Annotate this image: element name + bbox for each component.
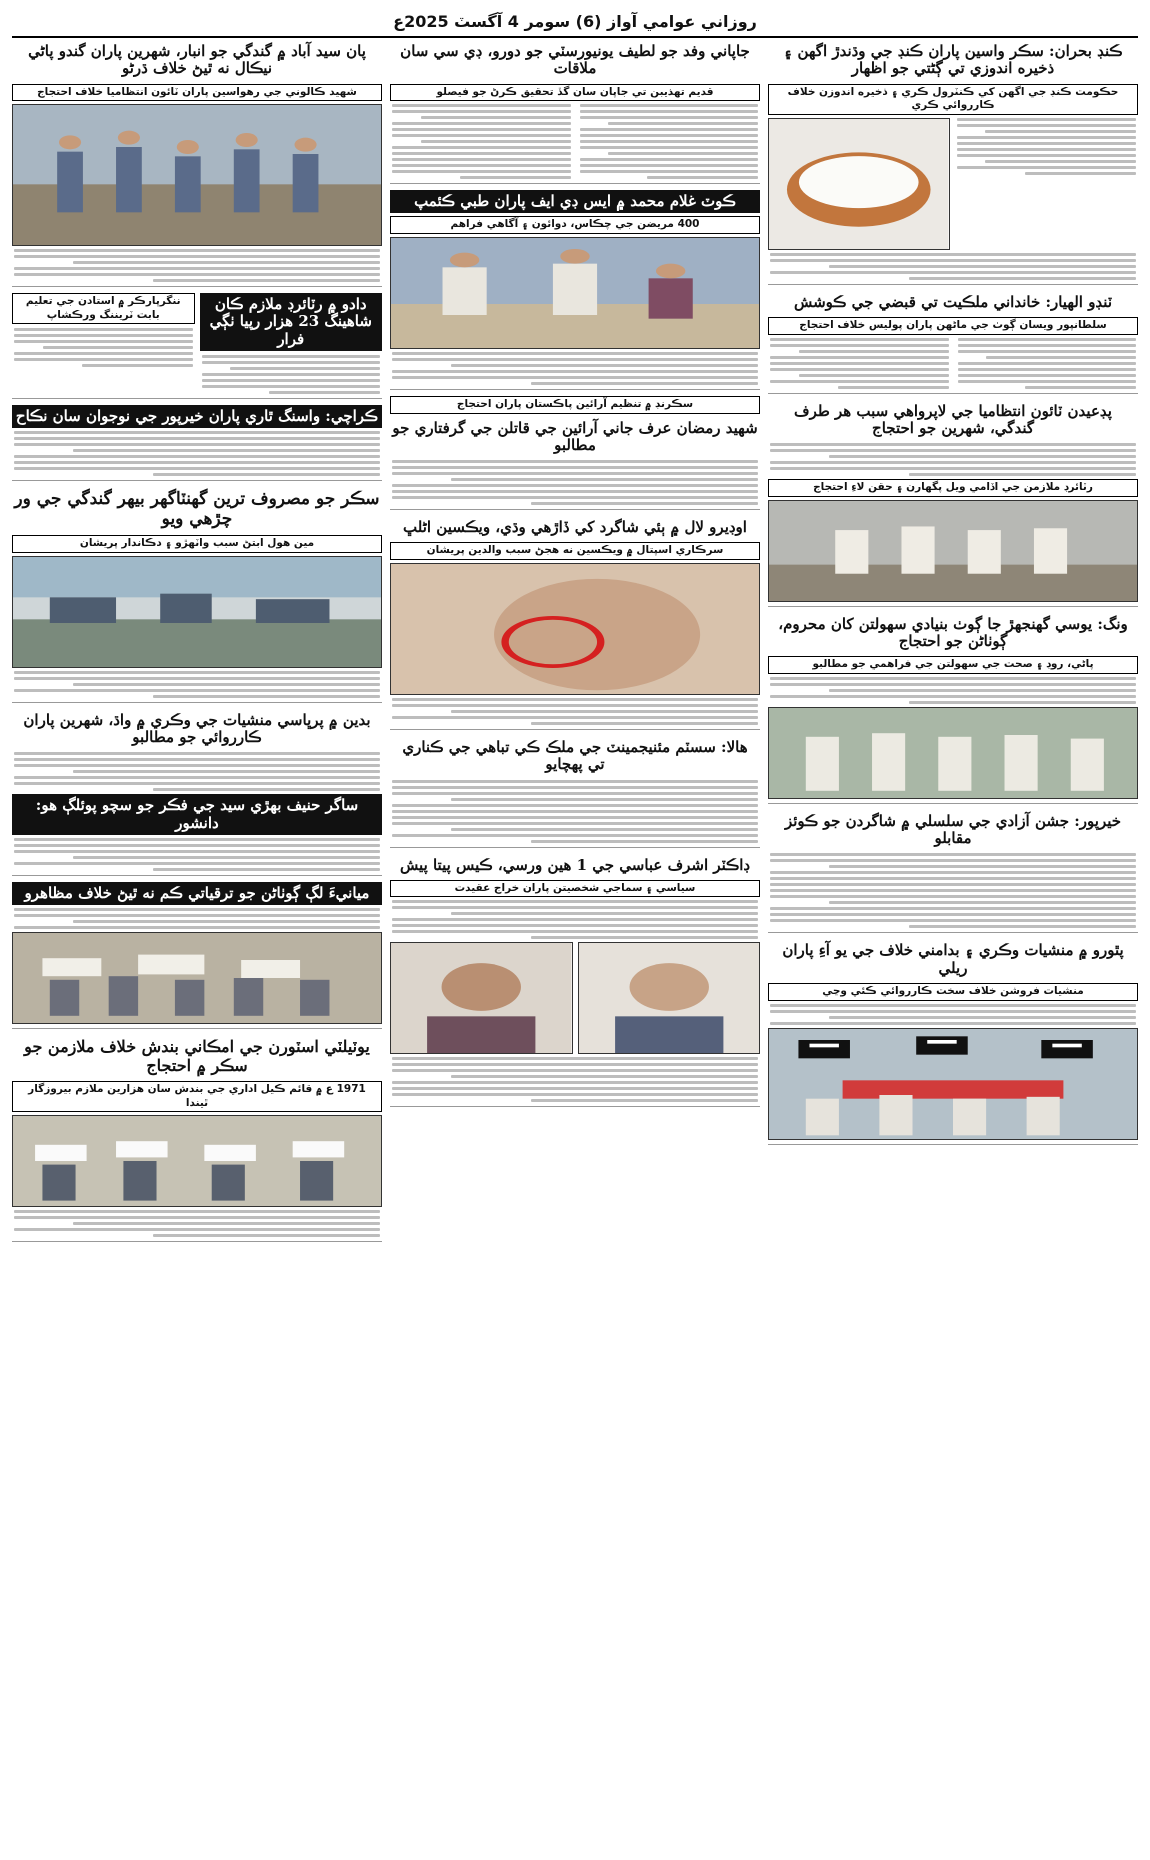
story-sakrand-protest: [390, 396, 760, 510]
story-headline: پان سيد آباد ۾ گندگي جو انبار، شهرين پاران گندو پاڻي نيڪال نه ٿيڻ خلاف ڌرڻو: [28, 42, 366, 78]
story-odero-lal: [390, 516, 760, 730]
story-dr-ashraf-abbasi: [390, 854, 760, 1108]
story-body: [12, 908, 382, 929]
story-body: [12, 671, 382, 698]
story-dadu-fraud: [12, 293, 382, 399]
column-center: [390, 40, 760, 1852]
story-japanese-delegation: [390, 40, 760, 184]
story-headline: پٿورو ۾ منشيات وڪري ۽ بدامني خلاف جي يو آءِ پاران ريلي: [782, 941, 1124, 977]
story-headline: يوٽيلٽي اسٽورن جي امڪاني بندش خلاف ملازمن جو سڪر ۾ احتجاج: [24, 1037, 370, 1075]
story-medical-camp: [390, 190, 760, 390]
story-karachi-nikah: [12, 405, 382, 481]
story-body: [390, 1057, 760, 1102]
story-pan-syed-abad: [12, 40, 382, 287]
story-utility-stores: [12, 1035, 382, 1242]
story-hala-system: [390, 736, 760, 848]
story-subhead: سرڪاري اسپتال ۾ ويڪسين نه هجڻ سبب والدين پريشان: [390, 542, 760, 560]
story-subhead: 400 مريضن جي چڪاس، دوائون ۽ آگاهي فراهم: [390, 216, 760, 234]
story-headline: ونگ: يوسي گهنجهڙ جا ڳوٺ بنيادي سهولتن کان محروم، ڳوٺاڻن جو احتجاج: [778, 614, 1128, 651]
story-body: [955, 118, 1139, 250]
story-pithoro-rally: [768, 939, 1138, 1144]
story-body: [12, 431, 382, 476]
story-subhead: حڪومت ڪنڊ جي اگهن کي ڪنٽرول ڪري ۽ ذخيره اندوزن خلاف ڪارروائي ڪري: [768, 84, 1138, 115]
column-left: [12, 40, 382, 1852]
story-subhead: رٽائرڊ ملازمن جي اڏامي ويل پگهارن ۽ حقن لاءِ احتجاج: [768, 479, 1138, 497]
columns: [12, 40, 1138, 1852]
story-body: [390, 460, 760, 505]
story-subhead: پاڻي، روڊ ۽ صحت جي سهولتن جي فراهمي جو مطالبو: [768, 656, 1138, 674]
masthead: روزاني عوامي آواز (6) سومر 4 آگسٽ 2025ع: [12, 6, 1138, 38]
story-subhead: مين هول ابتڻ سبب واٽهڙو ۽ دڪاندار پريشان: [12, 535, 382, 553]
story-body: [768, 338, 951, 389]
story-subhead: شهيد ڪالوني جي رهواسين پاران ٽائون انتظاميا خلاف احتجاج: [12, 84, 382, 102]
rally-photo: [768, 1028, 1138, 1140]
story-headline: ٽنڊو الهيار: خانداني ملڪيت تي قبضي جي ڪوشش: [793, 292, 1113, 311]
street-photo: [768, 500, 1138, 602]
story-body: [390, 780, 760, 843]
child-injury-photo: [390, 563, 760, 695]
story-subhead: قديم تهذيبن تي جاپان سان گڏ تحقيق ڪرڻ جو فيصلو: [390, 84, 760, 102]
story-tando-allahyar: [768, 291, 1138, 394]
story-body: [768, 1004, 1138, 1025]
story-headline: ڪنڊ بحران: سڪر واسين پاران ڪنڊ جي وڌندڙ اگهن ۽ ذخيره اندوزي تي ڳڻتي جو اظهار: [783, 42, 1123, 78]
sugar-photo: [768, 118, 950, 250]
story-body: [390, 352, 760, 385]
story-headline-secondary: ساگر حنيف بهڙي سيد جي فڪر جو سچو پوئلڳ هو: دانشور: [12, 794, 382, 835]
story-subhead: 1971 ع ۾ قائم ڪيل اداري جي بندش سان هزارين ملازم بيروزگار ٿيندا: [12, 1081, 382, 1112]
story-headline: هالا: سسٽم مئنيجمينٽ جي ملڪ ڪي تباهي جي ڪناري تي پهچايو: [402, 738, 748, 774]
story-body: [200, 355, 383, 394]
story-body: [12, 249, 382, 282]
story-subhead: ننگرپارڪر ۾ استادن جي تعليم بابت ٽريننگ ورڪشاپ: [12, 293, 195, 324]
story-sugar-crisis: [768, 40, 1138, 285]
story-pad-idan: [768, 400, 1138, 607]
story-headline: خيرپور: جشن آزادي جي سلسلي ۾ شاگردن جو ڪوئز مقابلو: [784, 811, 1122, 848]
story-headline: بدين ۾ پرڀاسي منشيات جي وڪري ۾ واڌ، شهرين پاران ڪارروائي جو مطالبو: [23, 710, 371, 747]
story-sukkur-ghantaghar: [12, 487, 382, 703]
story-body: [12, 1210, 382, 1237]
medical-camp-photo: [390, 237, 760, 349]
story-headline: اوڊيرو لال ۾ ٻئي شاگرد کي ڏاڙهي وڌي، ويڪسين اڻلڀ: [403, 518, 747, 537]
story-headline: پڊعيدن ٽائون انتظاميا جي لاپرواهي سبب هر طرف گندگي، شهرين جو احتجاج: [794, 401, 1112, 437]
column-right: [768, 40, 1138, 1852]
story-headline: سڪر جو مصروف ترين گهنٽاگهر بيهر گندگي جي ور چڙهي ويو: [14, 489, 380, 529]
story-body: [768, 443, 1138, 476]
story-body: [390, 104, 573, 179]
story-headline: دادو ۾ رٽائرڊ ملازم ڪان شاهينگ 23 هزار رپيا ٺڳي فرار: [200, 293, 383, 351]
staff-protest-photo: [12, 1115, 382, 1207]
story-headline: ڊاڪٽر اشرف عباسي جي 1 هين ورسي، ڪيس پيتا پيش: [399, 855, 751, 874]
portrait-photo: [390, 942, 573, 1054]
story-headline: جاپاني وفد جو لطيف يونيورسٽي جو دورو، ڊي سي سان ملاقات: [400, 42, 750, 78]
story-body: [956, 338, 1139, 389]
story-body: [768, 853, 1138, 928]
story-headline: ميانيءَ لڳ ڳوٺاڻن جو ترقياتي ڪم نه ٿيڻ خلاف مظاهرو: [12, 882, 382, 905]
protest-photo: [12, 932, 382, 1024]
story-body: [390, 698, 760, 725]
story-body: [768, 677, 1138, 704]
portrait-photo: [578, 942, 761, 1054]
story-khairpur-quiz: [768, 810, 1138, 934]
story-subhead: منشيات فروشن خلاف سخت ڪارروائي ڪئي وڃي: [768, 983, 1138, 1001]
story-body: [390, 900, 760, 939]
protest-photo: [12, 104, 382, 246]
story-headline: شهيد رمضان عرف جاني آرائين جي قاتلن جي گرفتاري جو مطالبو: [392, 418, 758, 454]
story-body: [12, 752, 382, 791]
story-miani-protest: [12, 882, 382, 1029]
story-body: [768, 253, 1138, 280]
story-body: [12, 838, 382, 871]
story-badin-drugs: [12, 709, 382, 876]
story-headline: ڪراچي: واسنگ ٿاري پاران خيرپور جي نوجوان سان نڪاح: [12, 405, 382, 428]
story-subhead: سياسي ۽ سماجي شخصيتن پاران خراج عقيدت: [390, 880, 760, 898]
flooded-street-photo: [12, 556, 382, 668]
villagers-photo: [768, 707, 1138, 799]
story-headline: ڪوٽ غلام محمد ۾ ايس ڊي ايف پاران طبي ڪئمپ: [390, 190, 760, 213]
story-subhead: سلطانپور ويسان ڳوٺ جي ماڻهن پاران پوليس خلاف احتجاج: [768, 317, 1138, 335]
story-body: [12, 328, 195, 367]
story-wang-village: [768, 613, 1138, 804]
story-subhead: سڪرنڊ ۾ تنظيم آرائين پاڪستان پاران احتجاج: [390, 396, 760, 414]
story-body: [578, 104, 761, 179]
